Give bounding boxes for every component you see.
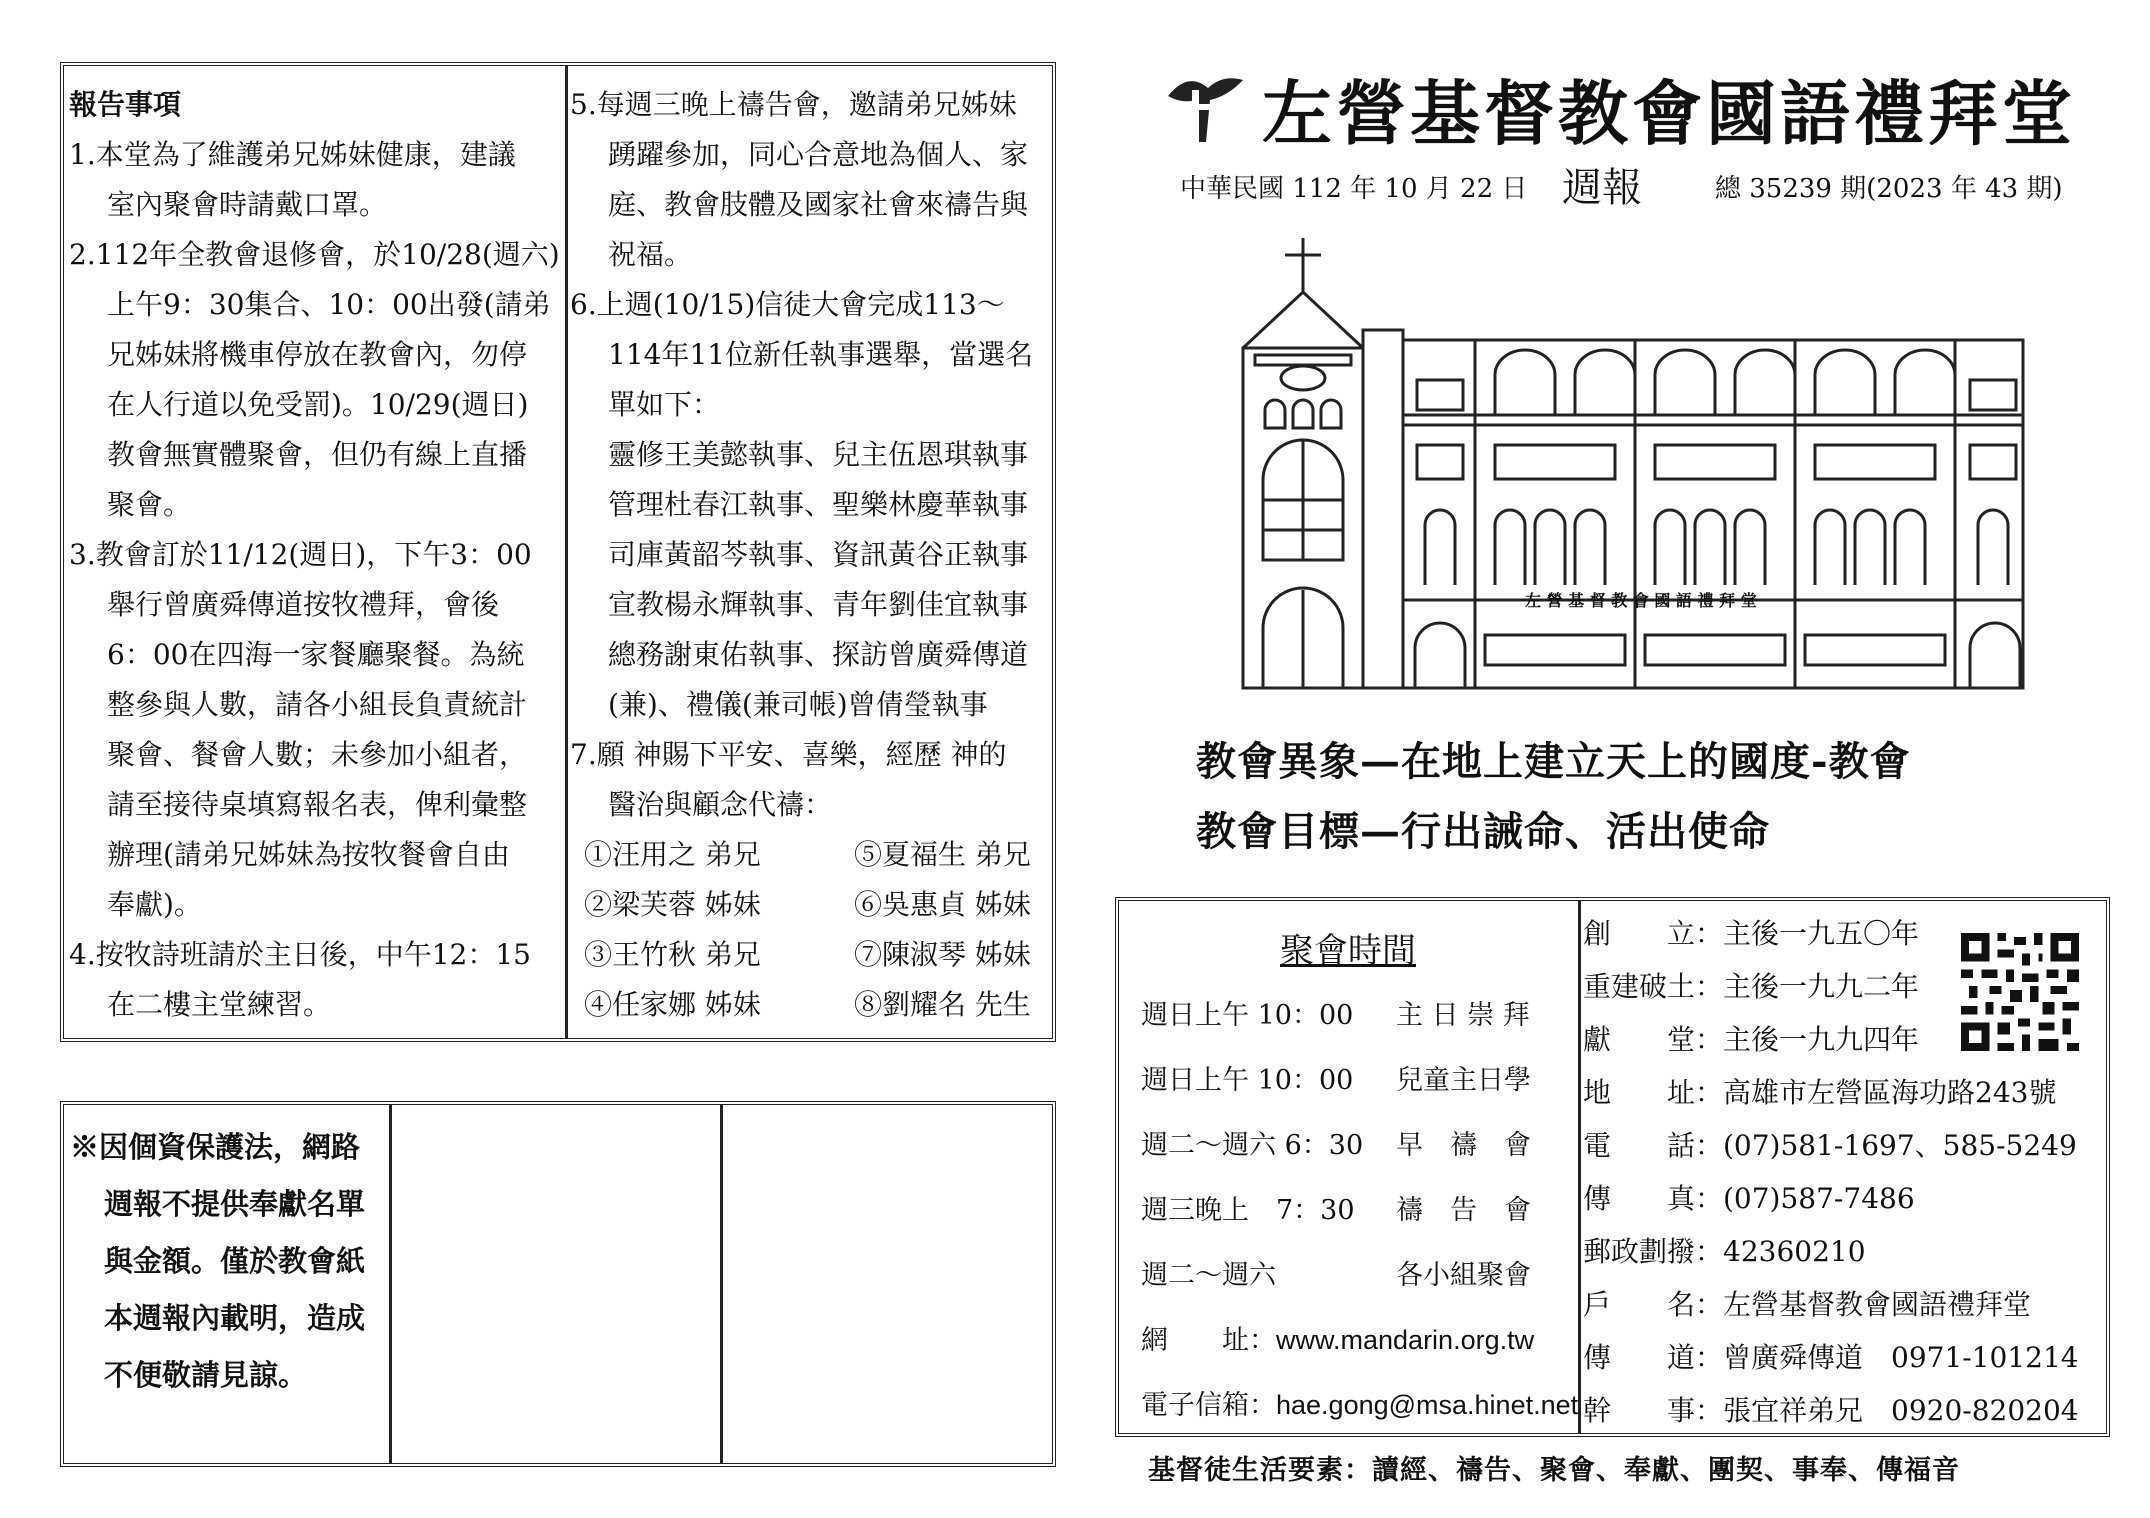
email-row [1119,1373,1577,1438]
meeting-time: 週日上午 10：00 [1141,1000,1354,1031]
prayer-row [570,930,1056,980]
prayer-name: ③王竹秋 弟兄 [584,938,761,971]
announcement-line: 3.教會訂於11/12(週日)，下午3：00 [69,538,532,571]
info-line: 傳 真：(07)587-7486 [1583,1182,1915,1215]
church-building-illustration [1235,230,2035,690]
website-link[interactable]: www.mandarin.org.tw [1276,1325,1535,1355]
announcement-line: 單如下： [608,388,721,421]
issue-number: 總 35239 期(2023 年 43 期) [1715,174,2063,204]
announcement-line: 5.每週三晚上禱告會，邀請弟兄姊妹 [570,88,1017,121]
announcement-line: 兄姊妹將機車停放在教會內，勿停 [107,338,528,371]
announcement-line: 聚會、餐會人數；未參加小組者， [107,738,528,771]
info-line: 幹 事：張宜祥弟兄 0920-820204 [1583,1394,2079,1427]
church-logo [1148,66,1248,146]
announcement-line: 奉獻)。 [107,888,202,921]
prayer-name: ⑤夏福生 弟兄 [854,838,1031,871]
meeting-row [1141,1178,1577,1243]
info-line: 郵政劃撥：42360210 [1583,1235,1866,1268]
info-line: 地 址：高雄市左營區海功路243號 [1583,1076,2057,1109]
announcement-line: 庭、教會肢體及國家社會來禱告與 [608,188,1029,221]
meeting-row [1141,1243,1577,1308]
announcement-line: 6.上週(10/15)信徒大會完成113～ [570,288,1005,321]
announcements-col-1 [69,66,563,1038]
announcement-line: 教會無實體聚會，但仍有線上直播 [107,438,528,471]
meeting-name: 各小組聚會 [1396,1260,1531,1291]
meetings-info-box [1115,897,2110,1437]
bulletin-word: 週報 [1562,165,1642,211]
prayer-row [570,880,1056,930]
meeting-row [1141,1048,1577,1113]
privacy-box [60,1101,1056,1467]
website-row [1119,1308,1577,1373]
announcement-line: 聚會。 [107,488,192,521]
announcement-line: 7.願 神賜下平安、喜樂，經歷 神的 [570,738,1007,771]
privacy-note [70,1119,388,1404]
info-line: 創 立：主後一九五〇年 [1583,917,1920,950]
info-line: 傳 道：曾廣舜傳道 0971-101214 [1583,1341,2079,1374]
meeting-row [1141,1113,1577,1178]
info-line: 獻 堂：主後一九九四年 [1583,1023,1920,1056]
page-title: 左營基督教會國語禮拜堂 [1262,72,2076,155]
meeting-time: 週日上午 10：00 [1141,1065,1354,1096]
email-label: 電子信箱： [1141,1390,1276,1421]
privacy-line: 不便敬請見諒。 [104,1358,308,1392]
prayer-name: ⑥吳惠貞 姊妹 [854,888,1031,921]
meeting-time: 週三晚上 7：30 [1141,1195,1355,1226]
announcement-line: 祝福。 [608,238,693,271]
church-vision: 教會異象—在地上建立天上的國度-教會 [1196,738,1911,785]
meetings-heading: 聚會時間 [1280,931,1416,971]
announcements-divider [565,66,568,1038]
website-label: 網 址： [1141,1325,1276,1356]
church-goal: 教會目標—行出誡命、活出使命 [1196,808,1770,855]
meeting-time: 週二～週六 [1141,1260,1276,1291]
announcement-line: 2.112年全教會退修會，於10/28(週六) [69,238,560,271]
announcement-line: 室內聚會時請戴口罩。 [107,188,388,221]
building-sign: 左 營 基 督 教 會 國 語 禮 拜 堂 [1525,591,1757,610]
announcement-line: 醫治與顧念代禱： [608,788,833,821]
announcements-box [60,62,1056,1042]
meeting-name: 早 禱 會 [1396,1130,1531,1161]
meeting-time: 週二～週六 6：30 [1141,1130,1364,1161]
prayer-name: ⑧劉耀名 先生 [854,988,1031,1021]
announcement-line: 司庫黃韶芩執事、資訊黃谷正執事 [608,538,1029,571]
prayer-row [570,980,1056,1030]
meeting-name: 兒童主日學 [1396,1065,1531,1096]
prayer-row [570,830,1056,880]
prayer-name: ④任家娜 姊妹 [584,988,761,1021]
announcement-line: 舉行曾廣舜傳道按牧禮拜，會後 [107,588,500,621]
announcement-line: 上午9：30集合、10：00出發(請弟 [107,288,551,321]
announcement-line: 114年11位新任執事選舉，當選名 [608,338,1034,371]
info-line: 戶 名：左營基督教會國語禮拜堂 [1583,1288,2032,1321]
announcement-line: 總務謝東佑執事、探訪曾廣舜傳道 [608,638,1029,671]
announcement-line: 管理杜春江執事、聖樂林慶華執事 [608,488,1029,521]
announcement-line: 辦理(請弟兄姊妹為按牧餐會自由 [107,838,510,871]
announcements-heading: 報告事項 [69,88,182,121]
prayer-name: ①汪用之 弟兄 [584,838,761,871]
meeting-name: 主 日 崇 拜 [1396,1000,1530,1031]
email-link[interactable]: hae.gong@msa.hinet.net [1276,1390,1579,1420]
announcement-line: 在人行道以免受罰)。10/29(週日) [107,388,529,421]
announcement-line: 4.按牧詩班請於主日後，中午12：15 [69,938,531,971]
announcement-line: 靈修王美懿執事、兒主伍恩琪執事 [608,438,1029,471]
prayer-name: ②梁芙蓉 姊妹 [584,888,761,921]
qr-code[interactable] [1961,933,2079,1051]
privacy-line: 與金額。僅於教會紙 [104,1244,366,1278]
announcements-col-2 [570,66,1056,1038]
announcement-line: 請至接待桌填寫報名表，俾利彙整 [107,788,528,821]
announcement-line: (兼)、禮儀(兼司帳)曾倩瑩執事 [608,688,988,721]
privacy-divider-2 [720,1105,723,1463]
meeting-name: 禱 告 會 [1396,1195,1531,1226]
privacy-line: ※因個資保護法，網路 [70,1130,361,1164]
info-line: 重建破土：主後一九九二年 [1583,970,1920,1003]
meetings-panel [1119,901,1577,1438]
privacy-line: 週報不提供奉獻名單 [104,1187,366,1221]
footer-note: 基督徒生活要素：讀經、禱告、聚會、奉獻、團契、事奉、傳福音 [1148,1455,1960,1486]
announcement-line: 在二樓主堂練習。 [107,988,332,1021]
privacy-line: 本週報內載明，造成 [104,1301,366,1335]
date-line: 中華民國 112 年 10 月 22 日 [1180,174,1528,204]
announcement-line: 1.本堂為了維護弟兄姊妹健康，建議 [69,138,516,171]
privacy-divider-1 [389,1105,392,1463]
meetings-info-divider [1578,901,1581,1433]
info-line: 電 話：(07)581-1697、585-5249 [1583,1129,2077,1162]
prayer-name: ⑦陳淑琴 姊妹 [854,938,1031,971]
meeting-row [1141,983,1577,1048]
announcement-line: 整參與人數，請各小組長負責統計 [107,688,528,721]
announcement-line: 踴躍參加，同心合意地為個人、家 [608,138,1029,171]
announcement-line: 6：00在四海一家餐廳聚餐。為統 [107,638,525,671]
announcement-line: 宣教楊永輝執事、青年劉佳宜執事 [608,588,1029,621]
